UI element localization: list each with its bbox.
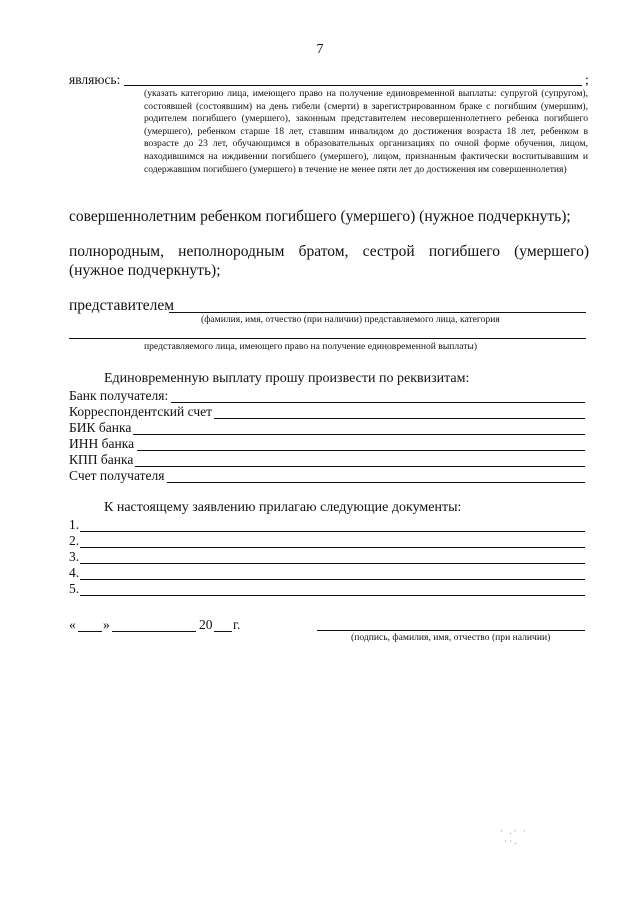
date-year-prefix: 20 xyxy=(199,617,213,632)
representative-field-line2[interactable] xyxy=(69,338,586,339)
attachment-number-5: 5. xyxy=(69,581,80,596)
attachment-field-3[interactable] xyxy=(80,563,585,564)
representative-field-line1[interactable] xyxy=(169,312,586,313)
option-sibling: полнородным, неполнородным братом, сестрой погибшего (умершего) (нужное подчеркнуть); xyxy=(69,243,589,279)
category-field[interactable] xyxy=(124,85,582,86)
category-end-mark: ; xyxy=(585,72,589,87)
scan-noise-marks: · .· · ··. xyxy=(500,826,528,846)
bank-name-field[interactable] xyxy=(171,402,585,403)
representative-label: представителем xyxy=(69,297,175,314)
option-adult-child: совершеннолетним ребенком погибшего (умершего) (нужное подчеркнуть); xyxy=(69,208,571,225)
kpp-field[interactable] xyxy=(135,466,585,467)
inn-field[interactable] xyxy=(137,450,585,451)
attachment-number-4: 4. xyxy=(69,565,80,580)
date-year-suffix: г. xyxy=(233,617,241,632)
date-year-field[interactable] xyxy=(214,631,232,632)
attachments-heading: К настоящему заявлению прилагаю следующие документы: xyxy=(104,500,462,515)
representative-caption-1: (фамилия, имя, отчество (при наличии) представляемого лица, категория xyxy=(201,314,500,325)
signature-field[interactable] xyxy=(317,630,585,631)
bank-name-label: Банк получателя: xyxy=(69,388,169,403)
kpp-label: КПП банка xyxy=(69,452,134,467)
correspondent-account-label: Корреспондентский счет xyxy=(69,404,213,419)
correspondent-account-field[interactable] xyxy=(214,418,585,419)
page-number: 7 xyxy=(316,42,324,57)
date-day-field[interactable] xyxy=(78,631,102,632)
attachment-field-2[interactable] xyxy=(80,547,585,548)
bik-field[interactable] xyxy=(133,434,585,435)
category-note: (указать категорию лица, имеющего право на получение единовременной выплаты: супругой (супругом), состоявшей (состоявшим) на день гибели (смерти) в зарегистрированном браке с погибшим (умершим), родителем погибшего (умершего), законным представителем несовершеннолетнего ребенка погибшего (умершего), ребенком старше 18 лет, ставшим инвалидом до достижения возраста 18 лет, ребенком в возрасте до 23 лет, обучающимся в образовательных организациях по очной форме обучения, лицом, находившимся на иждивении погибшего (умершего), лицом, признанным фактически воспитывавшим и содержавшим погибшего (умершего) в течение не менее пяти лет до достижения им совершеннолетия) xyxy=(144,88,588,175)
representative-caption-2: представляемого лица, имеющего право на получение единовременной выплаты) xyxy=(144,341,478,352)
bik-label: БИК банка xyxy=(69,420,132,435)
bank-details-heading: Единовременную выплату прошу произвести по реквизитам: xyxy=(104,371,470,386)
recipient-account-field[interactable] xyxy=(167,482,585,483)
attachment-number-3: 3. xyxy=(69,549,80,564)
inn-label: ИНН банка xyxy=(69,436,135,451)
date-close-quote: » xyxy=(103,617,110,632)
signature-caption: (подпись, фамилия, имя, отчество (при наличии) xyxy=(351,632,551,643)
attachment-field-5[interactable] xyxy=(80,595,585,596)
date-month-field[interactable] xyxy=(112,631,196,632)
recipient-account-label: Счет получателя xyxy=(69,468,165,483)
category-label: являюсь: xyxy=(69,72,121,87)
attachment-field-4[interactable] xyxy=(80,579,585,580)
attachment-number-1: 1. xyxy=(69,517,80,532)
attachment-number-2: 2. xyxy=(69,533,80,548)
date-open-quote: « xyxy=(69,617,76,632)
attachment-field-1[interactable] xyxy=(80,531,585,532)
